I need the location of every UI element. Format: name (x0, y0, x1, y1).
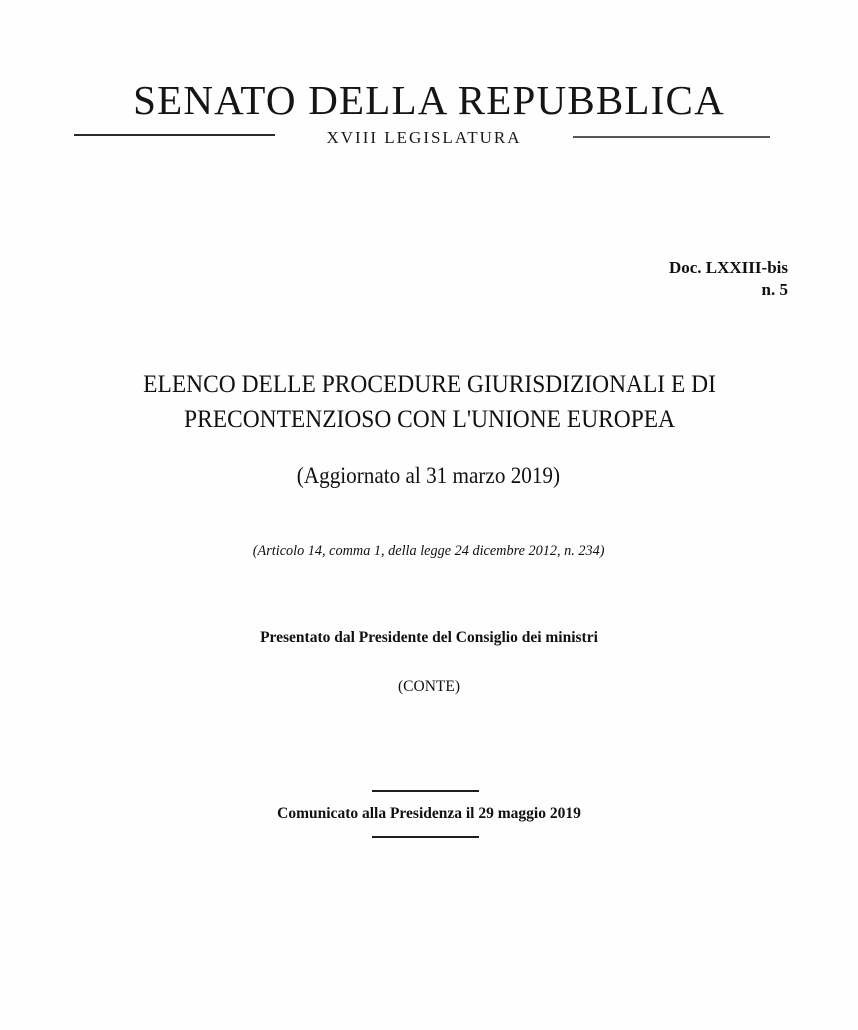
presented-by-label: Presentato dal Presidente del Consiglio dei ministri (260, 629, 598, 646)
updated-date-note: (Aggiornato al 31 marzo 2019) (296, 463, 561, 488)
communication-rule-top (372, 790, 479, 792)
document-reference: Doc. LXXIII-bis (668, 258, 788, 277)
legal-basis-reference: (Articolo 14, comma 1, della legge 24 dicembre 2012, n. 234) (252, 543, 605, 559)
institution-title: SENATO DELLA REPUBBLICA (133, 77, 725, 123)
document-title-line-2: PRECONTENZIOSO CON L'UNIONE EUROPEA (184, 404, 676, 433)
header-rule-right (573, 136, 770, 138)
presenter-name: (CONTE) (398, 678, 460, 695)
document-title-line-1: ELENCO DELLE PROCEDURE GIURISDIZIONALI E DI (143, 369, 716, 398)
header-rule-left (74, 134, 275, 136)
document-number: n. 5 (761, 280, 788, 299)
communication-rule-bottom (372, 836, 479, 838)
legislature-label: XVIII LEGISLATURA (326, 128, 522, 147)
document-title (35, 366, 824, 436)
communication-date: Comunicato alla Presidenza il 29 maggio 2019 (277, 805, 581, 822)
